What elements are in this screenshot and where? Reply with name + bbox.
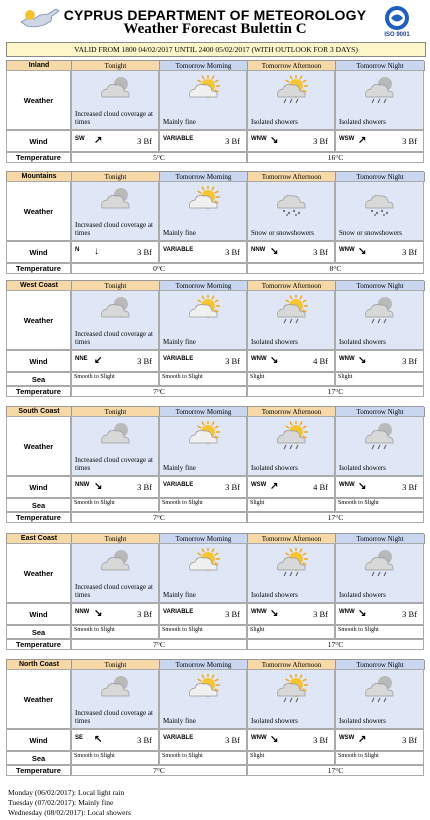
column-header: Tomorrow Night	[336, 660, 425, 670]
temperature-night: 7°C	[71, 512, 247, 523]
sea-state-cell: Slight	[247, 498, 335, 512]
sea-state-cell: Smooth to Slight	[159, 498, 247, 512]
column-header: Tonight	[72, 281, 160, 291]
weather-cell	[159, 181, 247, 241]
wind-force: 4 Bf	[313, 482, 328, 492]
moon-cloud-rain-icon	[362, 295, 398, 325]
wind-direction: WNW	[251, 356, 267, 362]
column-header: Tomorrow Morning	[160, 172, 248, 182]
cloud-moon-icon	[98, 421, 134, 451]
temperature-night: 7°C	[71, 386, 247, 397]
section-name: West Coast	[7, 281, 72, 291]
section-name: South Coast	[7, 407, 72, 417]
temperature-row-label: Temperature	[6, 152, 71, 163]
sun-cloud-rain-icon	[274, 548, 310, 578]
weather-condition: Increased cloud coverage at times	[75, 110, 153, 126]
sea-state-cell: Smooth to Slight	[335, 625, 424, 639]
weather-row-label: Weather	[6, 70, 71, 130]
weather-cell	[335, 290, 424, 350]
wind-row-label: Wind	[6, 130, 71, 152]
wind-arrow-icon: ↘	[270, 246, 279, 257]
wind-arrow-icon: ↘	[358, 608, 367, 619]
weather-cell	[335, 669, 424, 729]
column-header: Tomorrow Afternoon	[248, 281, 336, 291]
temperature-row-label: Temperature	[6, 765, 71, 776]
cloud-moon-icon	[98, 295, 134, 325]
wind-direction: VARIABLE	[163, 356, 194, 362]
wind-row-label: Wind	[6, 729, 71, 751]
wind-cell	[335, 476, 424, 498]
wind-cell	[159, 603, 247, 625]
wind-force: 3 Bf	[137, 247, 152, 257]
moon-cloud-rain-icon	[362, 75, 398, 105]
sea-state-cell: Smooth to Slight	[71, 498, 159, 512]
wind-direction: NNW	[251, 247, 266, 253]
weather-condition: Snow or snowshowers	[251, 229, 314, 237]
weather-condition: Increased cloud coverage at times	[75, 583, 153, 599]
temperature-day: 17°C	[247, 765, 424, 776]
wind-direction: WSW	[251, 482, 267, 488]
sun-cloud-icon	[186, 295, 222, 325]
weather-condition: Mainly fine	[163, 338, 196, 346]
weather-cell	[71, 669, 159, 729]
outlook-list	[8, 788, 131, 818]
wind-direction: WSW	[339, 136, 355, 142]
sun-cloud-rain-icon	[274, 75, 310, 105]
wind-force: 3 Bf	[402, 356, 417, 366]
column-header: Tonight	[72, 407, 160, 417]
wind-force: 3 Bf	[402, 735, 417, 745]
wind-force: 4 Bf	[313, 356, 328, 366]
snow-cloud-icon	[362, 186, 398, 216]
weather-cell	[159, 70, 247, 130]
wind-direction: N	[75, 247, 80, 253]
wind-arrow-icon: ↘	[358, 355, 367, 366]
column-header: Tomorrow Morning	[160, 281, 248, 291]
wind-arrow-icon: ↘	[94, 481, 103, 492]
weather-cell	[247, 181, 335, 241]
sea-state-cell: Smooth to Slight	[71, 751, 159, 765]
weather-cell	[335, 181, 424, 241]
wind-cell	[247, 130, 335, 152]
temperature-night: 7°C	[71, 639, 247, 650]
wind-force: 3 Bf	[402, 482, 417, 492]
weather-cell	[247, 70, 335, 130]
sea-state-cell: Smooth to Slight	[71, 625, 159, 639]
wind-direction: WNW	[339, 482, 355, 488]
temperature-night: 7°C	[71, 765, 247, 776]
sea-state-cell: Slight	[247, 372, 335, 386]
wind-arrow-icon: ↘	[358, 246, 367, 257]
wind-direction: WNW	[251, 136, 267, 142]
weather-row-label: Weather	[6, 543, 71, 603]
wind-force: 3 Bf	[137, 735, 152, 745]
weather-cell	[335, 543, 424, 603]
wind-cell	[335, 241, 424, 263]
wind-force: 3 Bf	[225, 609, 240, 619]
sea-state-cell: Smooth to Slight	[335, 751, 424, 765]
bulletin-title: CYPRUS DEPARTMENT OF METEOROLOGY	[63, 7, 367, 23]
column-header: Tomorrow Afternoon	[248, 534, 336, 544]
weather-row-label: Weather	[6, 181, 71, 241]
wind-direction: WNW	[339, 609, 355, 615]
column-header: Tomorrow Night	[336, 407, 425, 417]
wind-direction: SE	[75, 735, 84, 741]
wind-force: 3 Bf	[313, 609, 328, 619]
wind-arrow-icon: ↘	[270, 734, 279, 745]
column-header: Tomorrow Morning	[160, 407, 248, 417]
wind-force: 3 Bf	[402, 247, 417, 257]
column-header: Tonight	[72, 660, 160, 670]
sun-cloud-rain-icon	[274, 421, 310, 451]
wind-cell	[247, 241, 335, 263]
weather-condition: Snow or snowshowers	[339, 229, 402, 237]
wind-row-label: Wind	[6, 476, 71, 498]
moon-cloud-rain-icon	[362, 674, 398, 704]
column-header: Tomorrow Afternoon	[248, 407, 336, 417]
weather-condition: Mainly fine	[163, 464, 196, 472]
temperature-night: 0°C	[71, 263, 247, 274]
wind-arrow-icon: ↗	[270, 481, 279, 492]
wind-direction: VARIABLE	[163, 735, 194, 741]
section-name: Inland	[7, 61, 72, 71]
column-header: Tomorrow Morning	[160, 534, 248, 544]
wind-force: 3 Bf	[225, 482, 240, 492]
bulletin-header	[0, 0, 430, 40]
weather-condition: Isolated showers	[339, 338, 386, 346]
sea-state-cell: Smooth to Slight	[159, 751, 247, 765]
weather-row-label: Weather	[6, 669, 71, 729]
weather-cell	[247, 543, 335, 603]
temperature-row-label: Temperature	[6, 639, 71, 650]
wind-arrow-icon: ↘	[270, 355, 279, 366]
wind-force: 3 Bf	[225, 356, 240, 366]
temperature-day: 17°C	[247, 512, 424, 523]
wind-direction: NNE	[75, 356, 88, 362]
wind-arrow-icon: ↘	[270, 135, 279, 146]
temperature-day: 16°C	[247, 152, 424, 163]
weather-condition: Isolated showers	[251, 338, 298, 346]
section-header	[6, 280, 424, 290]
wind-cell	[71, 130, 159, 152]
column-header: Tonight	[72, 172, 160, 182]
temperature-day: 17°C	[247, 386, 424, 397]
wind-cell	[71, 241, 159, 263]
wind-cell	[159, 350, 247, 372]
wind-direction: NNW	[75, 482, 90, 488]
weather-condition: Isolated showers	[339, 591, 386, 599]
section-header	[6, 406, 424, 416]
outlook-item: Tuesday (07/02/2017): Mainly fine	[8, 798, 114, 807]
weather-condition: Isolated showers	[251, 591, 298, 599]
cloud-moon-icon	[98, 548, 134, 578]
wind-direction: NNW	[75, 609, 90, 615]
wind-cell	[335, 603, 424, 625]
cloud-moon-icon	[98, 75, 134, 105]
column-header: Tomorrow Night	[336, 534, 425, 544]
validity-banner: VALID FROM 1800 04/02/2017 UNTIL 2400 05/02/2017 (WITH OUTLOOK FOR 3 DAYS)	[6, 42, 426, 57]
bulletin-subtitle: Weather Forecast Bulettin C	[123, 21, 307, 37]
wind-direction: WSW	[339, 735, 355, 741]
sea-state-cell: Slight	[335, 372, 424, 386]
weather-condition: Isolated showers	[339, 464, 386, 472]
wind-cell	[71, 603, 159, 625]
section-name: Mountains	[7, 172, 72, 182]
wind-cell	[71, 729, 159, 751]
sun-cloud-rain-icon	[274, 674, 310, 704]
temperature-row-label: Temperature	[6, 263, 71, 274]
weather-row-label: Weather	[6, 290, 71, 350]
weather-cell	[335, 70, 424, 130]
weather-condition: Mainly fine	[163, 591, 196, 599]
wind-arrow-icon: ↙	[94, 355, 103, 366]
wind-force: 3 Bf	[137, 482, 152, 492]
weather-cell	[159, 543, 247, 603]
sun-cloud-icon	[186, 75, 222, 105]
temperature-night: 5°C	[71, 152, 247, 163]
wind-force: 3 Bf	[137, 609, 152, 619]
wind-cell	[247, 476, 335, 498]
wind-cell	[247, 350, 335, 372]
outlook-item: Wednesday (08/02/2017): Local showers	[8, 808, 131, 817]
weather-condition: Increased cloud coverage at times	[75, 456, 153, 472]
column-header: Tomorrow Morning	[160, 61, 248, 71]
wind-arrow-icon: ↓	[94, 246, 99, 257]
weather-cell	[159, 669, 247, 729]
wind-direction: VARIABLE	[163, 609, 194, 615]
weather-condition: Increased cloud coverage at times	[75, 330, 153, 346]
sea-state-cell: Smooth to Slight	[71, 372, 159, 386]
weather-condition: Isolated showers	[251, 118, 298, 126]
moon-cloud-rain-icon	[362, 421, 398, 451]
column-header: Tomorrow Afternoon	[248, 61, 336, 71]
sea-row-label: Sea	[6, 751, 71, 765]
wind-force: 3 Bf	[313, 136, 328, 146]
temperature-row-label: Temperature	[6, 512, 71, 523]
temperature-day: 8°C	[247, 263, 424, 274]
sun-cloud-icon	[186, 421, 222, 451]
weather-cell	[247, 416, 335, 476]
snow-cloud-icon	[274, 186, 310, 216]
sea-row-label: Sea	[6, 498, 71, 512]
wind-arrow-icon: ↖	[94, 734, 103, 745]
section-name: East Coast	[7, 534, 72, 544]
wind-direction: WNW	[251, 609, 267, 615]
wind-arrow-icon: ↘	[94, 608, 103, 619]
sea-state-cell: Slight	[247, 625, 335, 639]
column-header: Tonight	[72, 534, 160, 544]
section-header	[6, 533, 424, 543]
wind-force: 3 Bf	[225, 735, 240, 745]
weather-cell	[159, 416, 247, 476]
weather-cell	[71, 416, 159, 476]
weather-condition: Isolated showers	[339, 118, 386, 126]
column-header: Tomorrow Afternoon	[248, 660, 336, 670]
wind-force: 3 Bf	[402, 609, 417, 619]
wind-direction: WNW	[251, 735, 267, 741]
wind-force: 3 Bf	[225, 136, 240, 146]
wind-arrow-icon: ↗	[358, 135, 367, 146]
section-header	[6, 60, 424, 70]
weather-condition: Mainly fine	[163, 229, 196, 237]
wind-arrow-icon: ↗	[358, 734, 367, 745]
weather-cell	[159, 290, 247, 350]
wind-force: 3 Bf	[137, 356, 152, 366]
outlook-item: Monday (06/02/2017): Local light rain	[8, 788, 125, 797]
section-header	[6, 171, 424, 181]
wind-force: 3 Bf	[313, 735, 328, 745]
weather-cell	[247, 669, 335, 729]
weather-cell	[247, 290, 335, 350]
sea-row-label: Sea	[6, 625, 71, 639]
wind-arrow-icon: ↗	[94, 135, 103, 146]
column-header: Tomorrow Night	[336, 281, 425, 291]
wind-force: 3 Bf	[137, 136, 152, 146]
weather-condition: Isolated showers	[339, 717, 386, 725]
wind-cell	[159, 729, 247, 751]
wind-cell	[71, 476, 159, 498]
wind-direction: WNW	[339, 247, 355, 253]
column-header: Tomorrow Afternoon	[248, 172, 336, 182]
iso-label: ISO 9001	[384, 32, 410, 37]
wind-cell	[159, 130, 247, 152]
wind-row-label: Wind	[6, 350, 71, 372]
wind-direction: VARIABLE	[163, 247, 194, 253]
weather-condition: Mainly fine	[163, 118, 196, 126]
wind-arrow-icon: ↘	[358, 481, 367, 492]
wind-cell	[247, 603, 335, 625]
weather-cell	[71, 70, 159, 130]
column-header: Tomorrow Night	[336, 61, 425, 71]
wind-force: 3 Bf	[225, 247, 240, 257]
section-name: North Coast	[7, 660, 72, 670]
weather-condition: Mainly fine	[163, 717, 196, 725]
sun-cloud-icon	[186, 186, 222, 216]
weather-cell	[71, 290, 159, 350]
weather-condition: Increased cloud coverage at times	[75, 709, 153, 725]
cloud-moon-icon	[98, 186, 134, 216]
temperature-day: 17°C	[247, 639, 424, 650]
section-header	[6, 659, 424, 669]
sun-cloud-icon	[186, 674, 222, 704]
wind-arrow-icon: ↘	[270, 608, 279, 619]
weather-condition: Isolated showers	[251, 717, 298, 725]
weather-row-label: Weather	[6, 416, 71, 476]
weather-condition: Increased cloud coverage at times	[75, 221, 153, 237]
sea-state-cell: Smooth to Slight	[159, 372, 247, 386]
weather-cell	[71, 181, 159, 241]
wind-cell	[71, 350, 159, 372]
wind-cell	[335, 350, 424, 372]
sun-cloud-rain-icon	[274, 295, 310, 325]
sea-state-cell: Slight	[247, 751, 335, 765]
wind-direction: VARIABLE	[163, 482, 194, 488]
sea-state-cell: Smooth to Slight	[335, 498, 424, 512]
wind-cell	[335, 130, 424, 152]
wind-row-label: Wind	[6, 241, 71, 263]
moon-cloud-rain-icon	[362, 548, 398, 578]
sun-cloud-icon	[186, 548, 222, 578]
cloud-moon-icon	[98, 674, 134, 704]
wind-direction: SW	[75, 136, 85, 142]
wind-cell	[159, 476, 247, 498]
wind-direction: VARIABLE	[163, 136, 194, 142]
column-header: Tomorrow Morning	[160, 660, 248, 670]
sea-row-label: Sea	[6, 372, 71, 386]
wind-cell	[247, 729, 335, 751]
sea-state-cell: Smooth to Slight	[159, 625, 247, 639]
wind-direction: WNW	[339, 356, 355, 362]
wind-cell	[159, 241, 247, 263]
wind-row-label: Wind	[6, 603, 71, 625]
wind-force: 3 Bf	[313, 247, 328, 257]
weather-cell	[335, 416, 424, 476]
column-header: Tomorrow Night	[336, 172, 425, 182]
weather-condition: Isolated showers	[251, 464, 298, 472]
wind-cell	[335, 729, 424, 751]
column-header: Tonight	[72, 61, 160, 71]
temperature-row-label: Temperature	[6, 386, 71, 397]
weather-cell	[71, 543, 159, 603]
wind-force: 3 Bf	[402, 136, 417, 146]
iso-certification-logo	[382, 5, 412, 37]
